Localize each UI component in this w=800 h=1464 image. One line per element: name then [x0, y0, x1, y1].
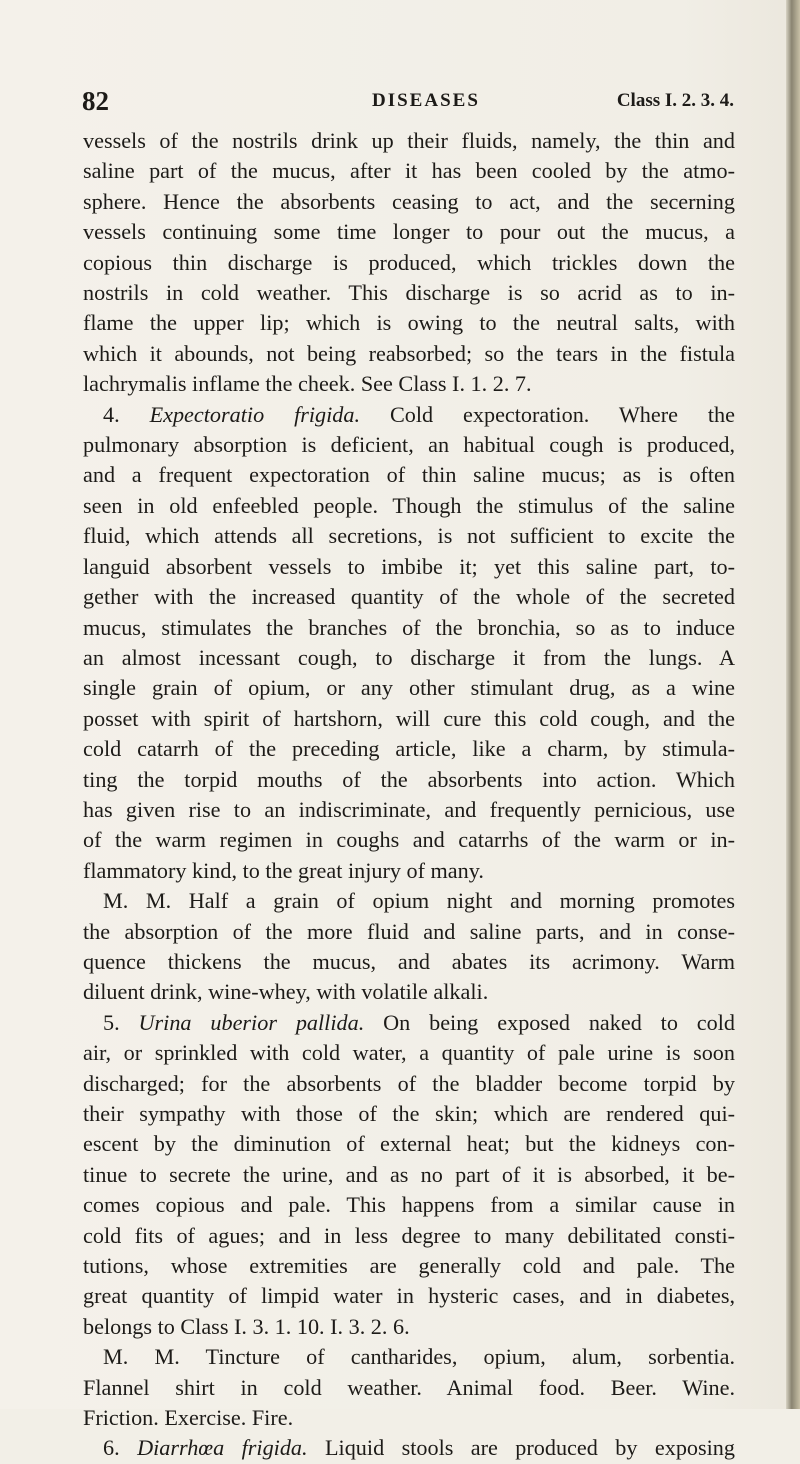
text-line: pulmonary absorption is deficient, an habitual cough is produced, [83, 432, 735, 458]
text-line: languid absorbent vessels to imbibe it; yet this saline part, to- [83, 553, 735, 579]
text-line: the absorption of the more fluid and saline parts, and in conse- [83, 918, 735, 944]
section-lead: On being exposed naked to cold [383, 1009, 736, 1035]
class-reference: Class I. 2. 3. 4. [616, 90, 734, 111]
text-line: great quantity of limpid water in hysteric cases, and in diabetes, [83, 1283, 735, 1309]
text-line: escent by the diminution of external heat; but the kidneys con- [83, 1131, 735, 1157]
text-line: Friction. Exercise. Fire. [83, 1405, 294, 1431]
text-line: tinue to secrete the urine, and as no part of it is absorbed, it be- [83, 1161, 735, 1187]
text-line: Flannel shirt in cold weather. Animal food. Beer. Wine. [83, 1374, 735, 1400]
latin-term: Urina uberior pallida. [138, 1009, 365, 1035]
text-line: flame the upper lip; which is owing to the neutral salts, with [83, 310, 735, 336]
text-line: M. M. Half a grain of opium night and morning promotes [103, 888, 735, 914]
section-number: 5. [103, 1009, 120, 1035]
section-number: 4. [103, 401, 120, 427]
section-heading-line [83, 1008, 735, 1038]
section-lead: Cold expectoration. Where the [389, 401, 735, 427]
text-line: comes copious and pale. This happens from a similar cause in [83, 1192, 735, 1218]
latin-term: Diarrhœa frigida. [137, 1435, 308, 1461]
text-line: single grain of opium, or any other stimulant drug, as a wine [83, 675, 735, 701]
page-edge-shadow [786, 0, 800, 1409]
text-line: posset with spirit of hartshorn, will cure this cold cough, and the [83, 705, 735, 731]
text-line: has given rise to an indiscriminate, and frequently pernicious, use [83, 796, 735, 822]
text-line: nostrils in cold weather. This discharge is so acrid as to in- [83, 280, 735, 306]
text-line: their sympathy with those of the skin; which are rendered qui- [83, 1101, 735, 1126]
text-line: fluid, which attends all secretions, is not sufficient to excite the [83, 523, 735, 549]
text-line: sphere. Hence the absorbents ceasing to act, and the secerning [83, 188, 735, 214]
text-line: mucus, stimulates the branches of the bronchia, so as to induce [83, 614, 735, 640]
running-header [82, 86, 734, 120]
text-line: copious thin discharge is produced, which trickles down the [83, 249, 735, 275]
text-line: flammatory kind, to the great injury of many. [83, 857, 484, 883]
text-line: an almost incessant cough, to discharge it from the lungs. A [83, 644, 735, 670]
text-line: of the warm regimen in coughs and catarrhs of the warm or in- [83, 827, 735, 853]
text-line: vessels continuing some time longer to pour out the mucus, a [83, 219, 735, 245]
text-line: lachrymalis inflame the cheek. See Class I. 1. 2. 7. [83, 371, 532, 397]
running-title: DISEASES [372, 90, 480, 111]
text-line: M. M. Tincture of cantharides, opium, alum, sorbentia. [103, 1344, 735, 1370]
text-line: quence thickens the mucus, and abates its acrimony. Warm [83, 948, 735, 974]
text-line: cold fits of agues; and in less degree to many debilitated consti- [83, 1222, 735, 1248]
text-line: and a frequent expectoration of thin saline mucus; as is often [83, 462, 735, 488]
text-line: diluent drink, wine-whey, with volatile alkali. [83, 979, 489, 1005]
text-line: belongs to Class I. 3. 1. 10. I. 3. 2. 6. [83, 1313, 410, 1339]
text-line: tutions, whose extremities are generally cold and pale. The [83, 1253, 735, 1279]
text-line: vessels of the nostrils drink up their fluids, namely, the thin and [83, 128, 735, 153]
text-line: air, or sprinkled with cold water, a quantity of pale urine is soon [83, 1040, 735, 1066]
text-line: gether with the increased quantity of the whole of the secreted [83, 584, 735, 610]
section-number: 6. [103, 1435, 120, 1461]
body-text [83, 126, 735, 1464]
section-lead: Liquid stools are produced by exposing [325, 1435, 735, 1461]
section-heading-line [83, 1433, 735, 1463]
text-line: seen in old enfeebled people. Though the stimulus of the saline [83, 492, 735, 518]
text-line: ting the torpid mouths of the absorbents into action. Which [83, 766, 735, 792]
text-line: cold catarrh of the preceding article, like a charm, by stimula- [83, 736, 735, 762]
text-line: saline part of the mucus, after it has been cooled by the atmo- [83, 158, 735, 184]
latin-term: Expectoratio frigida. [149, 401, 361, 427]
section-heading-line [83, 400, 735, 430]
page-number: 82 [82, 86, 109, 116]
text-line: discharged; for the absorbents of the bladder become torpid by [83, 1070, 735, 1096]
text-line: which it abounds, not being reabsorbed; so the tears in the fistula [83, 340, 735, 366]
